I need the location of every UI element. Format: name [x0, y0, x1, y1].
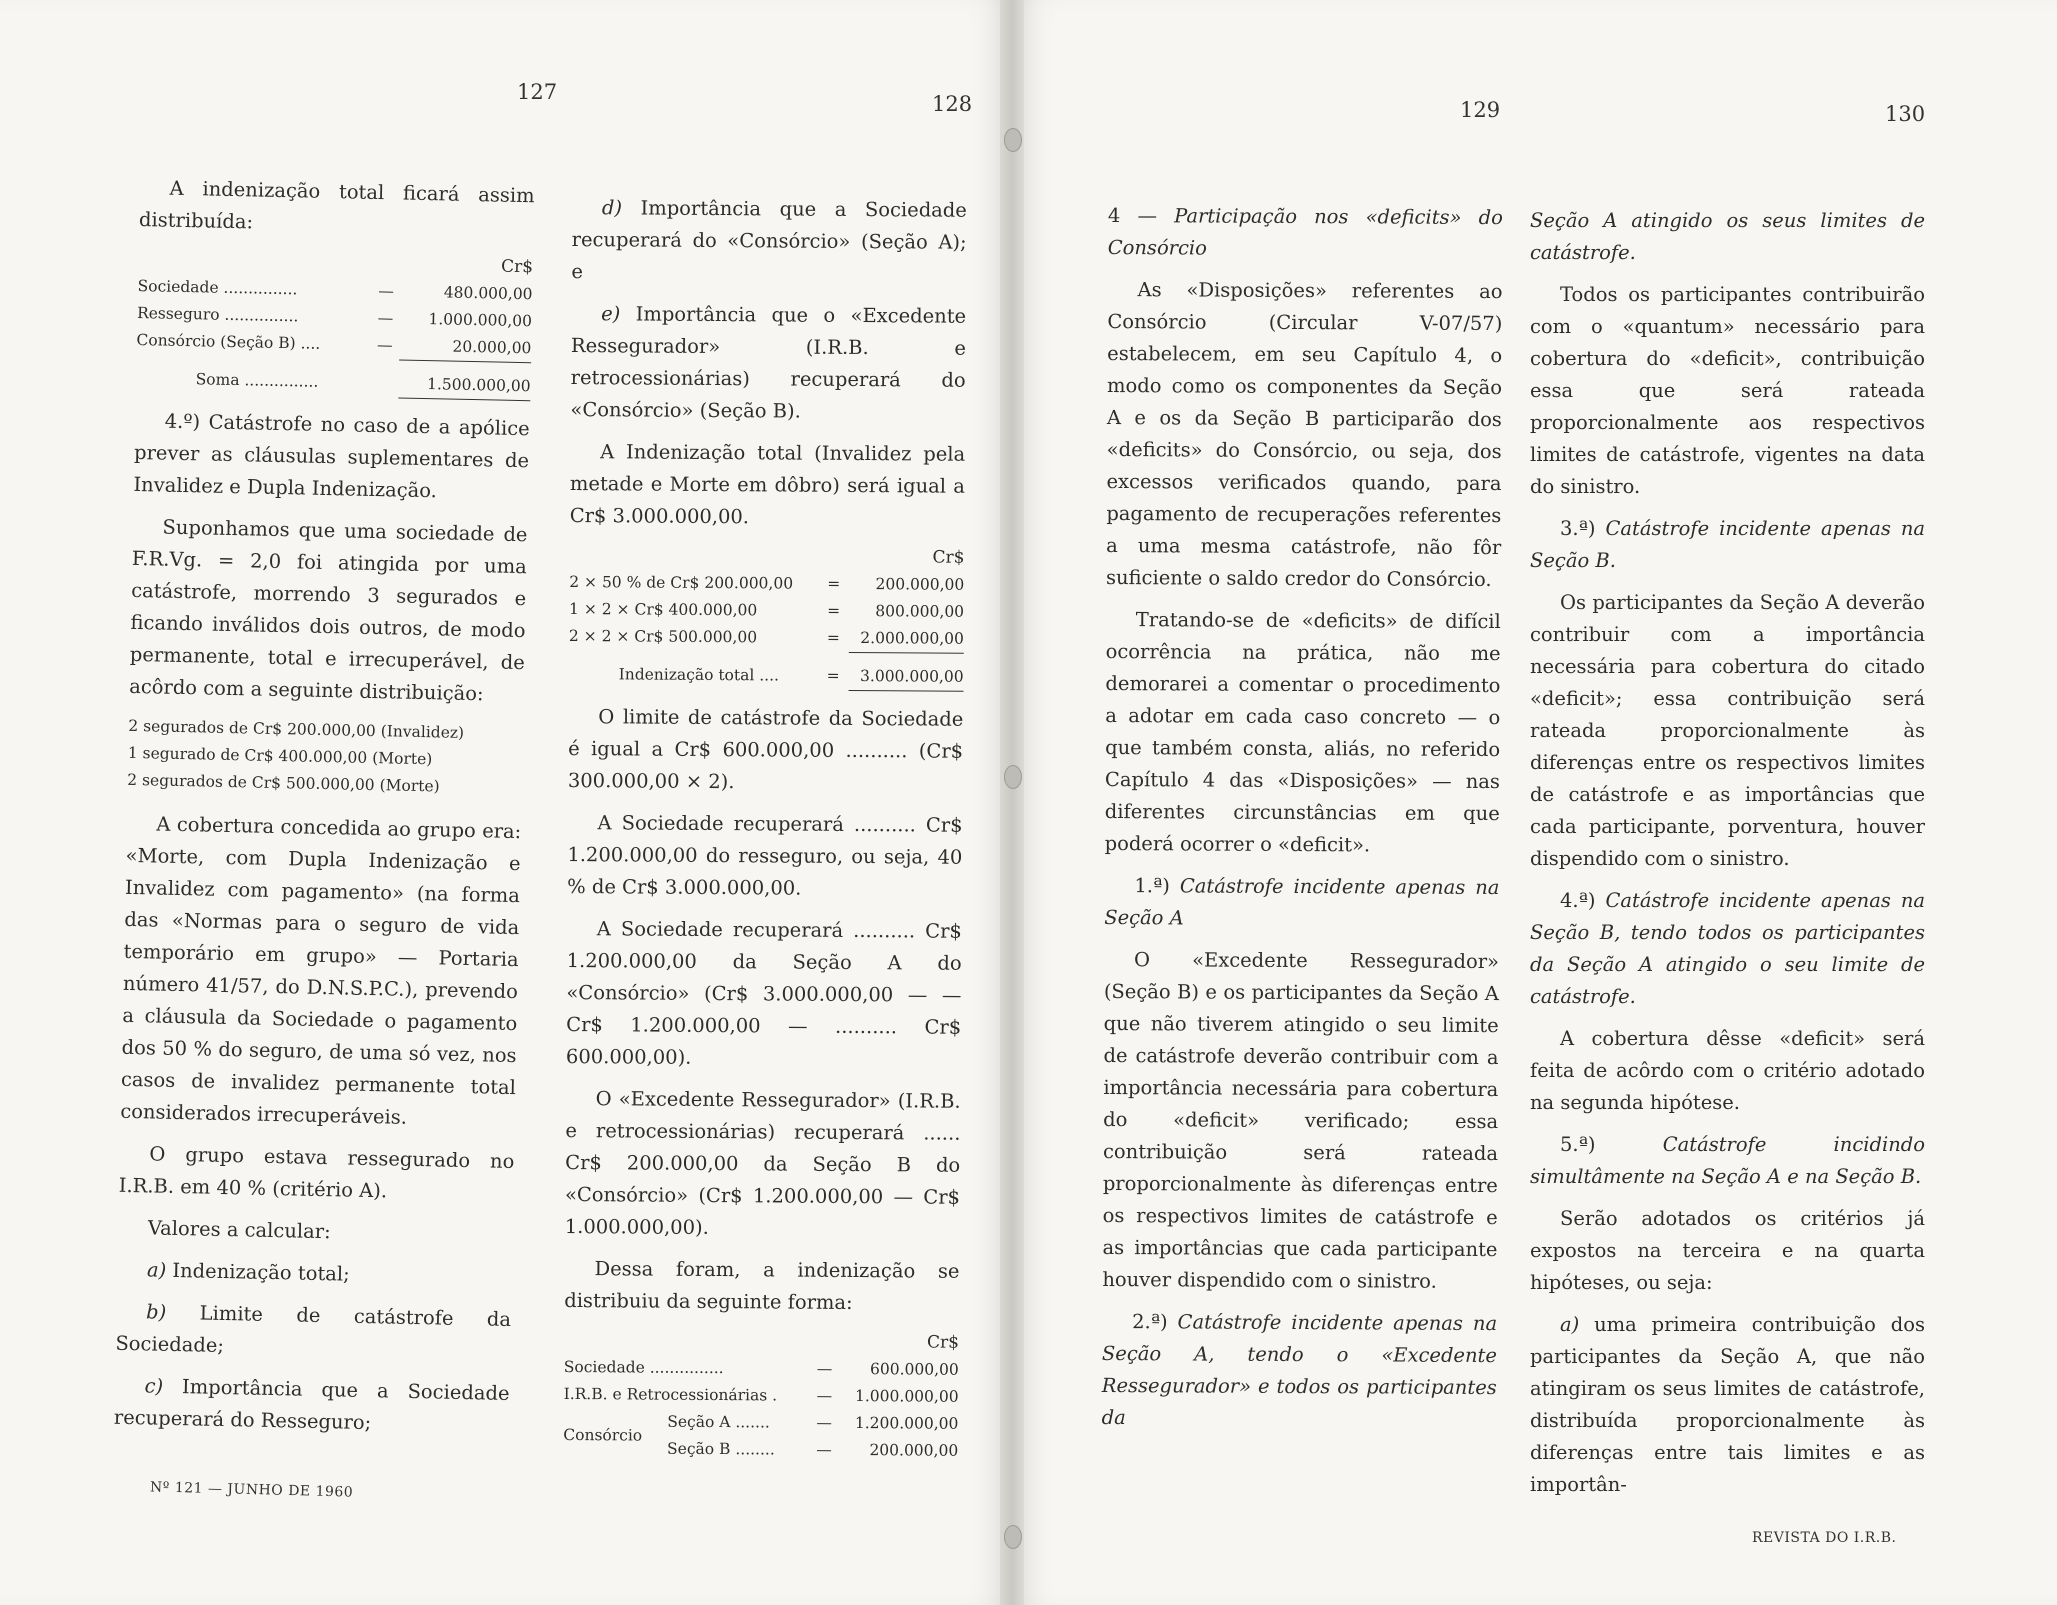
- footer-issue: Nº 121 — JUNHO DE 1960: [149, 1479, 354, 1501]
- paragraph: A cobertura dêsse «deficit» será feita de acôrdo com o critério adotado na segunda hipótese.: [1530, 1027, 1925, 1114]
- paragraph: Suponhamos que uma sociedade de F.R.Vg. = 2,0 foi atingida por uma catástrofe, morrendo 3 segurados e ficando inválidos dois outros, de modo permanente, total e irrecuperável, de acôrdo com a seguinte distribuição:: [128, 515, 528, 706]
- paragraph: Todos os participantes contribuirão com o «quantum» necessário para cobertura do «deficit», contribuição essa que será rateada proporcionalmente aos respectivos limites de catástrofe, vigentes na data do sinistro.: [1530, 283, 1925, 498]
- paragraph: A Indenização total (Invalidez pela metade e Morte em dôbro) será igual a Cr$ 3.000.000,00.: [569, 440, 966, 529]
- book-gutter: [1000, 0, 1024, 1605]
- column-page-127: [113, 172, 535, 1452]
- table-row: Resseguro ............... — 1.000.000,00: [136, 303, 533, 331]
- table-sum-row: Soma ............... 1.500.000,00: [135, 354, 531, 400]
- list-item: e) Importância que o «Excedente Ressegurador» (I.R.B. e retrocessionárias) recuperará do «Consórcio» (Seção B).: [570, 302, 967, 423]
- table-row: I.R.B. e Retrocessionárias . — 1.000.000,00: [563, 1384, 959, 1406]
- list-item: d) Importância que a Sociedade recuperará do «Consórcio» (Seção A); e: [571, 196, 967, 284]
- table-sum-row: Indenização total .... = 3.000.000,00: [569, 650, 964, 691]
- table-row: Consórcio (Seção B) .... — 20.000,00: [136, 330, 532, 358]
- page-number-127: 127: [517, 80, 558, 104]
- column-page-130: [1530, 205, 1925, 1511]
- currency-header: Cr$: [932, 547, 965, 568]
- case-heading: 3.ª) Catástrofe incidente apenas na Seção B.: [1530, 517, 1926, 572]
- currency-header: Cr$: [500, 256, 534, 278]
- paragraph: As «Disposições» referentes ao Consórcio (Circular V-07/57) estabelecem, em seu Capítulo 4, o modo como os componentes da Seção A e os da Seção B participarão dos «deficits» do Consórcio, ou seja, dos excessos verificados quando, para pagamento de recuperações referentes a uma mesma catástrofe, não fôr suficiente o saldo credor do Consórcio.: [1105, 278, 1503, 592]
- list-item: a) Indenização total;: [146, 1258, 350, 1286]
- page-number-129: 129: [1460, 98, 1501, 122]
- paragraph: Tratando-se de «deficits» de difícil ocorrência na prática, não me demorarei a comentar o procedimento a adotar em cada caso concreto — o que também consta, aliás, no referido Capítulo 4 das «Disposições» — nas diferentes circunstâncias em que poderá ocorrer o «deficit».: [1104, 608, 1501, 857]
- paragraph: A cobertura concedida ao grupo era: «Morte, com Dupla Indenização e Invalidez com pagamento» (na forma das «Normas para o seguro de vida temporário em grupo» — Portaria número 41/57, do D.N.S.P.C.), prevendo a cláusula da Sociedade o pagamento dos 50 % do seguro, de uma só vez, nos casos de invalidez permanente total considerados irrecuperáveis.: [120, 812, 522, 1129]
- list-item: 2 segurados de Cr$ 500.000,00 (Morte): [127, 770, 440, 796]
- table-row: Sociedade ............... — 600.000,00: [563, 1357, 959, 1379]
- page-number-130: 130: [1885, 102, 1926, 126]
- paragraph: Os participantes da Seção A deverão contribuir com a importância necessária para cobertura do citado «deficit»; essa contribuição será rateada proporcionalmente às diferenças entre os respectivos limites de catástrofe e as importâncias que cada participante, porventura, houver dispendido com o sinistro.: [1530, 591, 1925, 870]
- list-item: a) uma primeira contribuição dos participantes da Seção A, que não atingiram os seus limites de catástrofe, distribuída proporcionalmente às diferenças entre tais limites e as importân-: [1530, 1313, 1925, 1496]
- paragraph: Dessa foram, a indenização se distribuiu da seguinte forma:: [564, 1257, 960, 1314]
- binding-hole-icon: [1004, 128, 1022, 152]
- table-row: Sociedade ............... — 480.000,00: [137, 276, 533, 304]
- paragraph: Valores a calcular:: [147, 1216, 331, 1244]
- binding-hole-icon: [1004, 1525, 1022, 1549]
- table-row: 1 × 2 × Cr$ 400.000,00 = 800.000,00: [569, 599, 965, 621]
- list-item: b) Limite de catástrofe da Sociedade;: [115, 1300, 512, 1358]
- table-row: Seção B ........ — 200.000,00: [667, 1439, 959, 1460]
- footer-journal: REVISTA DO I.R.B.: [1752, 1530, 1897, 1546]
- table-row: Consórcio Seção A ....... — 1.200.000,00: [563, 1412, 959, 1445]
- case-heading: 1.ª) Catástrofe incidente apenas na Seção A: [1104, 874, 1500, 930]
- list-item: c) Importância que a Sociedade recuperará do Resseguro;: [113, 1374, 510, 1435]
- indemnity-table: [569, 542, 965, 692]
- paragraph: 4.º) Catástrofe no caso de a apólice prever as cláusulas suplementares de Invalidez e Dupla Indenização.: [133, 409, 530, 503]
- paragraph: Serão adotados os critérios já expostos na terceira e na quarta hipóteses, ou seja:: [1530, 1207, 1925, 1294]
- list-item: 2 segurados de Cr$ 200.000,00 (Invalidez): [128, 716, 465, 742]
- distribution-table-1: [135, 246, 533, 401]
- paragraph: O grupo estava ressegurado no I.R.B. em 40 % (critério A).: [118, 1142, 515, 1203]
- case-heading: 2.ª) Catástrofe incidente apenas na Seção A, tendo o «Excedente Ressegurador» e todos os participantes da: [1101, 1310, 1498, 1430]
- distribution-table-2: [563, 1327, 959, 1465]
- paragraph: O «Excedente Ressegurador» (I.R.B. e retrocessionárias) recuperará ...... Cr$ 200.000,00 da Seção B do «Consórcio» (Cr$ 1.200.000,00 — Cr$ 1.000.000,00).: [564, 1087, 961, 1239]
- currency-header: Cr$: [926, 1332, 960, 1353]
- paragraph: A Sociedade recuperará .......... Cr$ 1.200.000,00 do resseguro, ou seja, 40 % de Cr$ 3.000.000,00.: [567, 811, 963, 900]
- case-heading: 5.ª) Catástrofe incidindo simultâmente na Seção A e na Seção B.: [1530, 1133, 1926, 1188]
- list-item: 1 segurado de Cr$ 400.000,00 (Morte): [127, 743, 433, 769]
- paragraph: O limite de catástrofe da Sociedade é igual a Cr$ 600.000,00 .......... (Cr$ 300.000,00 × 2).: [567, 705, 964, 794]
- paragraph: O «Excedente Ressegurador» (Seção B) e os participantes da Seção A que não tiverem atingido o seu limite de catástrofe deverão contribuir com a importância necessária para cobertura do «deficit» verificado; essa contribuição será rateada proporcionalmente às diferenças entre os respectivos limites de catástrofe e as importâncias que cada participante houver dispendido com o sinistro.: [1102, 948, 1500, 1293]
- paragraph: A indenização total ficará assim distribuída:: [138, 176, 535, 234]
- column-page-128: [563, 192, 967, 1477]
- case-heading-continued: Seção A atingido os seus limites de catástrofe.: [1530, 209, 1925, 264]
- paragraph: A Sociedade recuperará .......... Cr$ 1.200.000,00 da Seção A do «Consórcio» (Cr$ 3.000.000,00 — — Cr$ 1.200.000,00 — .......... Cr$ 600.000,00).: [565, 917, 962, 1069]
- page-number-128: 128: [932, 92, 973, 116]
- binding-hole-icon: [1004, 765, 1022, 789]
- column-page-129: [1101, 200, 1503, 1446]
- table-row: 2 × 50 % de Cr$ 200.000,00 = 200.000,00: [569, 572, 965, 594]
- table-row: 2 × 2 × Cr$ 500.000,00 = 2.000.000,00: [568, 626, 964, 648]
- section-heading: 4 — Participação nos «deficits» do Consórcio: [1107, 203, 1503, 260]
- insured-list: [127, 713, 524, 802]
- case-heading: 4.ª) Catástrofe incidente apenas na Seção B, tendo todos os participantes da Seção A atingido o seu limite de catástrofe.: [1530, 889, 1926, 1008]
